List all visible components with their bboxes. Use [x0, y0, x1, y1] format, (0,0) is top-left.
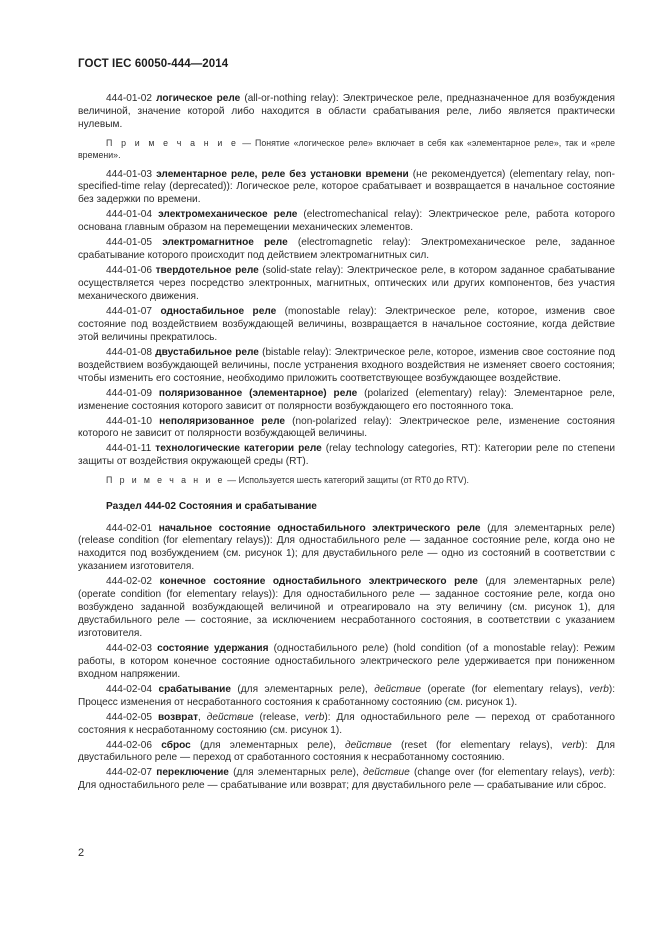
term: возврат	[157, 711, 199, 723]
term: двустабильное реле	[155, 346, 259, 358]
term: поляризованное (элементарное) реле	[158, 387, 358, 399]
definition-444-02-01: 444-02-01 начальное состояние одностабильного электрического реле (для элементарных реле) (release condition (for elementary relays)): Для одностабильного реле — заданное состояние реле, когда оно не находится под возбуждением (см. рисунок 1); для двустабильного реле — одно из состояний в соответствии с указанием изготовителя.	[78, 522, 616, 573]
term: электромагнитное реле	[162, 237, 288, 249]
term: технологические категории реле	[155, 443, 322, 455]
definition-444-02-03: 444-02-03 состояние удержания (одностабильного реле) (hold condition (of a monostable relay): Режим работы, в котором конечное состояние одностабильного электрического реле удерживается при пониженном входном напряжении.	[78, 642, 616, 680]
term: одностабильное реле	[160, 305, 277, 317]
definition-444-01-08: 444-01-08 двустабильное реле (bistable relay): Электрическое реле, которое, изменив свое состояние под воздействием возбуждающей величины, после устранения входного воздействия не изменяет своего состояния; чтобы изменить его состояние, необходимо приложить соответствующее возбуждающее воздействие.	[78, 346, 615, 384]
definition-444-02-05: 444-02-05 возврат, действие (release, verb): Для одностабильного реле — переход от сработанного состояния к несработанному состоянию (см. рисунок 1).	[78, 711, 615, 736]
definition-444-01-07: 444-01-07 одностабильное реле (monostable relay): Электрическое реле, которое, изменив свое состояние под воздействием возбуждающей величины, возвращается в начальное состояние, когда действие этой величины прекратилось.	[78, 305, 616, 343]
definition-444-02-04: 444-02-04 срабатывание (для элементарных реле), действие (operate (for elementary relays), verb): Процесс изменения от несработанного состояния к сработанному состоянию (см. рисунок 1).	[78, 683, 616, 708]
definition-444-01-05: 444-01-05 электромагнитное реле (electromagnetic relay): Электромеханическое реле, заданное срабатывание которого происходит под действием электромагнитных сил.	[78, 237, 615, 262]
term: сброс	[161, 739, 191, 751]
term: начальное состояние одностабильного электрического реле	[158, 522, 481, 534]
definition-444-01-11: 444-01-11 технологические категории реле (relay technology categories, RT): Категории реле по степени защиты от воздействия окружающей среды (RT).	[78, 443, 615, 468]
term: элементарное реле, реле без установки времени	[156, 168, 409, 180]
note: П р и м е ч а н и е — Понятие «логическое реле» включает в себя как «элементарное реле», так и «реле времени».	[78, 137, 615, 161]
definition-444-01-10: 444-01-10 неполяризованное реле (non-polarized relay): Электрическое реле, изменение состояния которого не зависит от полярности возбуждающей величины.	[78, 415, 615, 440]
definition-444-01-06: 444-01-06 твердотельное реле (solid-state relay): Электрическое реле, в котором заданное срабатывание осуществляется через посредство электронных, магнитных, оптических или других компонентов, без участия механического движения.	[78, 265, 615, 302]
term: срабатывание	[158, 683, 231, 695]
term: конечное состояние одностабильного электрического реле	[159, 576, 478, 588]
note: П р и м е ч а н и е — Используется шесть категорий защиты (от RT0 до RTV).	[106, 475, 469, 486]
term: неполяризованное реле	[159, 415, 285, 427]
definition-444-02-07: 444-02-07 переключение (для элементарных реле), действие (change over (for elementary relays), verb): Для одностабильного реле — срабатывание или возврат; для двустабильного реле — срабатывание или сброс.	[78, 767, 615, 792]
definition-444-01-02: 444-01-02 логическое реле (all-or-nothing relay): Электрическое реле, предназначенное для возбуждения величиной, значение которой либо находится в области срабатывания реле, либо является практически нулевым.	[78, 93, 616, 130]
section-title: Раздел 444-02 Состояния и срабатывание	[106, 500, 317, 512]
term: электромеханическое реле	[158, 209, 298, 221]
term: твердотельное реле	[155, 265, 259, 277]
definition-444-01-03: 444-01-03 элементарное реле, реле без установки времени (не рекомендуется) (elementary relay, non-specified-time relay (deprecated)): Логическое реле, которое срабатывает и возвращается в начальное состояние без задержки по времени.	[78, 168, 615, 206]
term: логическое реле	[156, 93, 241, 104]
term: переключение	[156, 767, 229, 779]
document-body	[78, 93, 615, 795]
definition-444-01-04: 444-01-04 электромеханическое реле (electromechanical relay): Электрическое реле, работа которого основана главным образом на перемещении механических элементов.	[78, 209, 616, 234]
term: состояние удержания	[157, 642, 269, 654]
definition-444-02-06: 444-02-06 сброс (для элементарных реле), действие (reset (for elementary relays), verb): Для двустабильного реле — переход от сработанного состояния к несработанному состоянию.	[78, 739, 615, 764]
definition-444-01-09: 444-01-09 поляризованное (элементарное) реле (polarized (elementary) relay): Элементарное реле, изменение состояния которого зависит от полярности возбуждающего его постоянного тока.	[78, 387, 615, 412]
document-header: ГОСТ IEC 60050-444—2014	[78, 58, 229, 70]
definition-444-02-02: 444-02-02 конечное состояние одностабильного электрического реле (для элементарных реле) (operate condition (for elementary relays)): Для одностабильного реле — заданное состояние реле, когда оно возбуждено заданной возбуждающей величиной и отреагировало на эту величину (см. рисунок 1), для двустабильного реле — состояние, за исключением несработанного состояния, в соответствии с указанием изготовителя.	[78, 576, 615, 639]
page-number: 2	[78, 847, 85, 859]
